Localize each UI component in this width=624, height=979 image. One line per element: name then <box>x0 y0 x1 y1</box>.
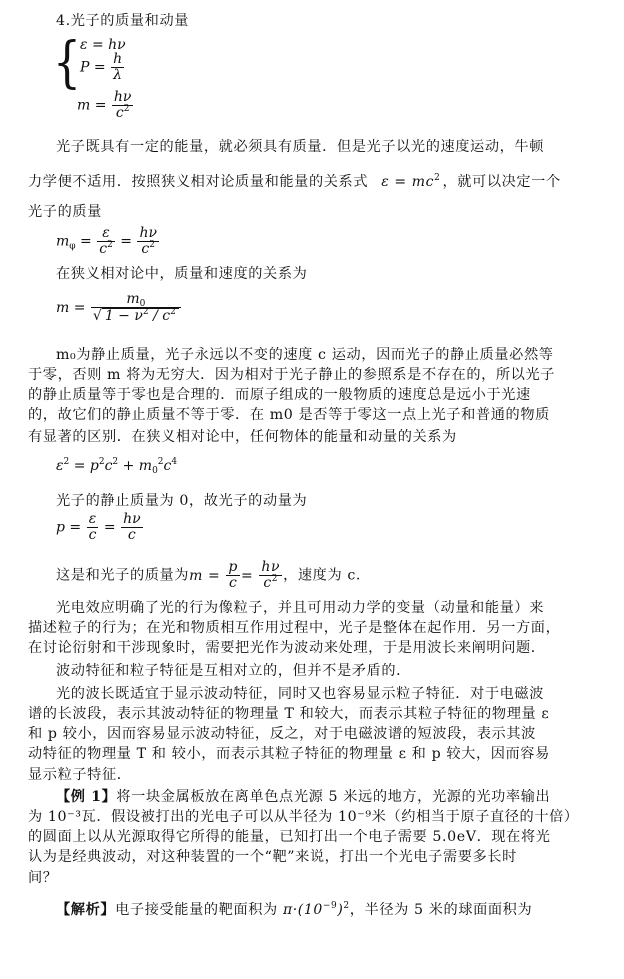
paragraph-line: 光子的质量 <box>28 204 102 220</box>
energy-equation: ε = hν <box>80 37 126 53</box>
mass-equation: m = $\frac{h\nu}{c^2}$ <box>77 89 132 121</box>
paragraph-line: 在讨论衍射和干涉现象时，需要把光作为波动来处理，于是用波长来阐明问题． <box>28 640 546 656</box>
example-label: 【例 1】 <box>56 789 117 805</box>
relation-intro: 在狭义相对论中，质量和速度的关系为 <box>56 266 308 282</box>
paragraph-line: 光的波长既适宜于显示波动特征，同时又也容易显示粒子特征．对于电磁波 <box>56 686 544 702</box>
relativistic-mass-formula: m = $\frac{m_0}{√ 1 - \nu^2 / c^2}$ <box>56 292 182 324</box>
momentum-equation: P = $\frac{h}{\lambda}$ <box>80 51 123 83</box>
paragraph-line: 和 p 较小，因而容易显示波动特征，反之，对于电磁波谱的短波段，表示其波 <box>28 726 536 742</box>
example-line: 认为是经典波动，对这种装置的一个“靶”来说，打出一个光电子需要多长时 <box>28 849 517 865</box>
photon-mass-formula: $m_\varphi$ = $\frac{\varepsilon}{c^2}$ = $\frac{h\nu}{c^2}$ <box>56 225 157 257</box>
example-line: 间？ <box>28 870 58 886</box>
example-line: 为 10⁻³瓦．假设被打出的光电子可以从半径为 10⁻⁹米（约相当于原子直径的十倍） <box>28 809 579 825</box>
paragraph-line: 动特征的物理量 T 和 较小，而表示其粒子特征的物理量 ε 和 p 较大，因而容易 <box>28 746 550 762</box>
paragraph-line: 有显著的区别．在狭义相对论中，任何物体的能量和动量的关系为 <box>28 429 457 445</box>
photon-momentum-formula: p = $\frac{\varepsilon}{c}$ = $\frac{h\nu}{c}$ <box>56 511 141 543</box>
paragraph-line: 谱的长波段，表示其波动特征的物理量 T 和较大，而表示其粒子特征的物理量 ε <box>28 706 550 722</box>
paragraph-line: 波动特征和粒子特征是互相对立的，但并不是矛盾的． <box>56 663 411 679</box>
paragraph-line: 于零，否则 m 将为无穷大．因为相对于光子静止的参照系是不存在的，所以光子 <box>28 367 556 383</box>
paragraph-line: 描述粒子的行为；在光和物质相互作用过程中，光子是整体在起作用．另一方面， <box>28 620 561 636</box>
example-line: 的圆面上以从光源取得它所得的能量，已知打出一个电子需要 5.0eV．现在将光 <box>28 829 551 845</box>
section-heading: 4.光子的质量和动量 <box>56 13 190 29</box>
analysis-line: 【解析】电子接受能量的靶面积为 $\pi\cdot(10^{-9})^2$，半径为 5 米的球面面积为 <box>56 901 533 918</box>
paragraph-line: 的静止质量等于零也是合理的．而原子组成的一般物质的速度总是远小于光速 <box>28 387 531 403</box>
analysis-label: 【解析】 <box>56 902 116 918</box>
left-brace: { <box>53 31 81 95</box>
paragraph-line: 光子既具有一定的能量，就必须具有质量．但是光子以光的速度运动，牛顿 <box>56 139 544 155</box>
rest-mass-line: 光子的静止质量为 0，故光子的动量为 <box>56 493 308 509</box>
mass-velocity-line: 这是和光子的质量为m = $\frac{p}{c}$ = $\frac{h\nu}{c^2}$ ，速度为 c. <box>56 559 362 591</box>
paragraph-line: m₀为静止质量，光子永远以不变的速度 c 运动，因而光子的静止质量必然等 <box>56 347 554 363</box>
paragraph-line: 的，故它们的静止质量不等于零．在 m0 是否等于零这一点上光子和普通的物质 <box>28 407 550 423</box>
example-first-line: 【例 1】将一块金属板放在离单色点光源 5 米远的地方，光源的光功率输出 <box>56 789 551 805</box>
paragraph-line: 光电效应明确了光的行为像粒子，并且可用动力学的变量（动量和能量）来 <box>56 600 544 616</box>
paragraph-line: 力学便不适用．按照狭义相对论质量和能量的关系式 $\varepsilon = mc^2$ ，就可以决定一个 <box>28 173 561 190</box>
energy-momentum-formula: $\varepsilon^2 = p^2c^2 + m_0^2c^4$ <box>56 457 178 476</box>
paragraph-line: 显示粒子特征． <box>28 767 132 783</box>
